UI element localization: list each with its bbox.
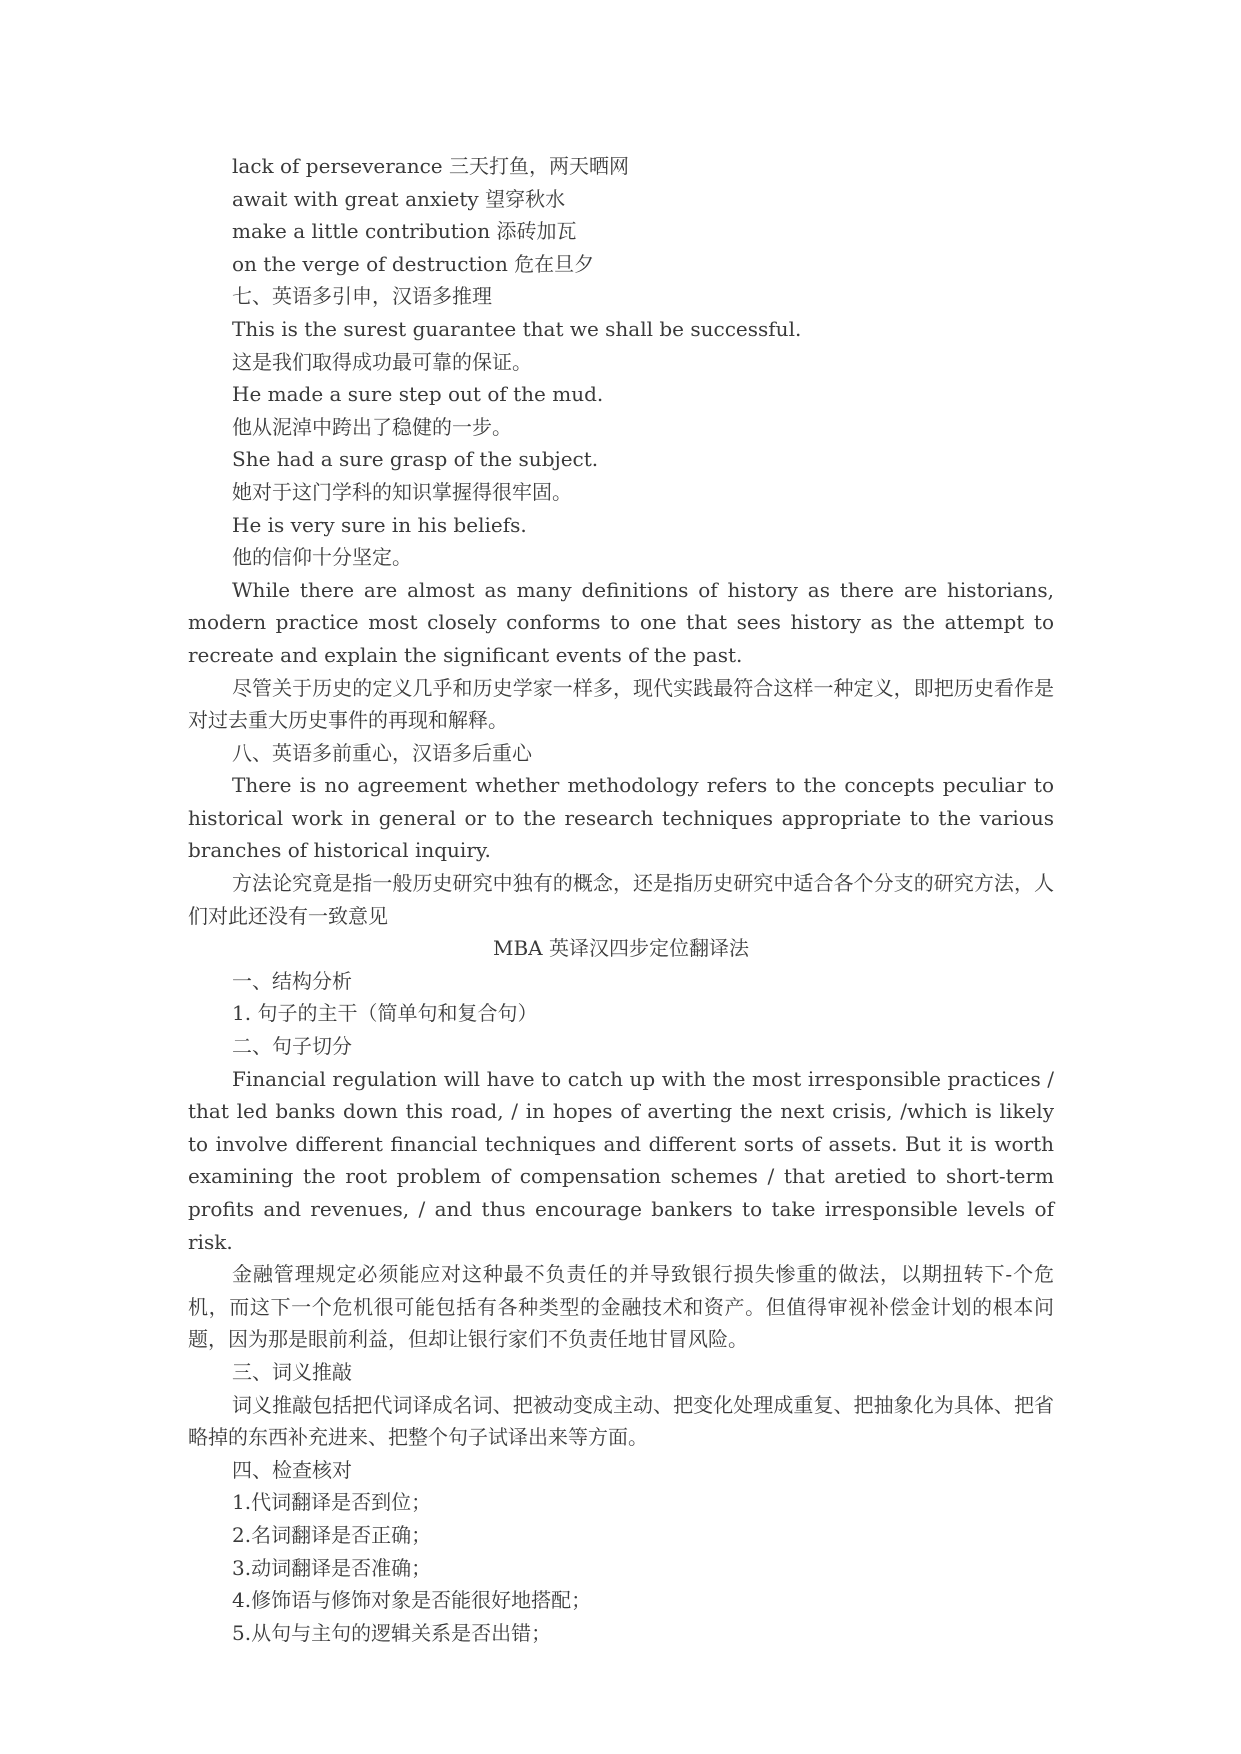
history-paragraph-english: While there are almost as many definitions of history as there are historians, modern practice most closely conforms to one that sees history as the attempt to recreate and explain the significant events of the past. [188, 577, 1054, 667]
centered-title: MBA 英译汉四步定位翻译法 [493, 936, 749, 961]
idiom-line-2: await with great anxiety 望穿秋水 [232, 186, 566, 211]
step-1-item: 1. 句子的主干（简单句和复合句） [232, 1001, 538, 1026]
document-page [188, 150, 1054, 1649]
example-english-3: She had a sure grasp of the subject. [232, 447, 599, 472]
step-heading-3: 三、词义推敲 [232, 1359, 352, 1384]
financial-paragraph-chinese: 金融管理规定必须能应对这种最不负责任的并导致银行损失惨重的做法，以期扭转下-个危机，而这下一个危机很可能包括有各种类型的金融技术和资产。但值得审视补偿金计划的根本问题，因为那是眼前利益，但却让银行家们不负责任地甘冒风险。 [188, 1262, 1054, 1352]
word-meaning-paragraph: 词义推敲包括把代词译成名词、把被动变成主动、把变化处理成重复、把抽象化为具体、把省略掉的东西补充进来、把整个句子试译出来等方面。 [188, 1392, 1054, 1450]
example-chinese-2: 他从泥淖中跨出了稳健的一步。 [232, 414, 512, 439]
check-item-3: 3.动词翻译是否准确； [232, 1555, 432, 1580]
check-item-2: 2.名词翻译是否正确； [232, 1522, 432, 1547]
check-item-5: 5.从句与主句的逻辑关系是否出错； [232, 1620, 552, 1645]
example-english-2: He made a sure step out of the mud. [232, 382, 604, 407]
check-item-1: 1.代词翻译是否到位； [232, 1490, 432, 1515]
idiom-line-3: make a little contribution 添砖加瓦 [232, 219, 577, 244]
history-paragraph-chinese: 尽管关于历史的定义几乎和历史学家一样多，现代实践最符合这样一种定义，即把历史看作是对过去重大历史事件的再现和解释。 [188, 675, 1054, 733]
step-heading-1: 一、结构分析 [232, 968, 352, 993]
check-item-4: 4.修饰语与修饰对象是否能很好地搭配； [232, 1588, 592, 1613]
example-chinese-3: 她对于这门学科的知识掌握得很牢固。 [232, 479, 572, 504]
methodology-paragraph-english: There is no agreement whether methodology refers to the concepts peculiar to historical work in general or to the research techniques appropriate to the various branches of historical inquiry. [188, 773, 1054, 863]
idiom-line-1: lack of perseverance 三天打鱼，两天晒网 [232, 154, 629, 178]
financial-paragraph-english: Financial regulation will have to catch up with the most irresponsible practices / that led banks down this road, / in hopes of averting the next crisis, /which is likely to involve different financial techniques and different sorts of assets. But it is worth examining the root problem of compensation schemes / that aretied to short-term profits and revenues, / and thus encourage bankers to take irresponsible levels of risk. [188, 1066, 1054, 1254]
step-heading-4: 四、检查核对 [232, 1457, 352, 1482]
example-chinese-4: 他的信仰十分坚定。 [232, 545, 412, 570]
example-english-4: He is very sure in his beliefs. [232, 512, 527, 537]
example-chinese-1: 这是我们取得成功最可靠的保证。 [232, 349, 532, 374]
idiom-line-4: on the verge of destruction 危在旦夕 [232, 251, 595, 276]
step-heading-2: 二、句子切分 [232, 1034, 352, 1059]
section-heading-7: 七、英语多引申，汉语多推理 [232, 284, 492, 309]
example-english-1: This is the surest guarantee that we shall be successful. [232, 316, 802, 341]
section-heading-8: 八、英语多前重心，汉语多后重心 [232, 740, 532, 765]
methodology-paragraph-chinese: 方法论究竟是指一般历史研究中独有的概念，还是指历史研究中适合各个分支的研究方法，人们对此还没有一致意见 [188, 871, 1054, 928]
